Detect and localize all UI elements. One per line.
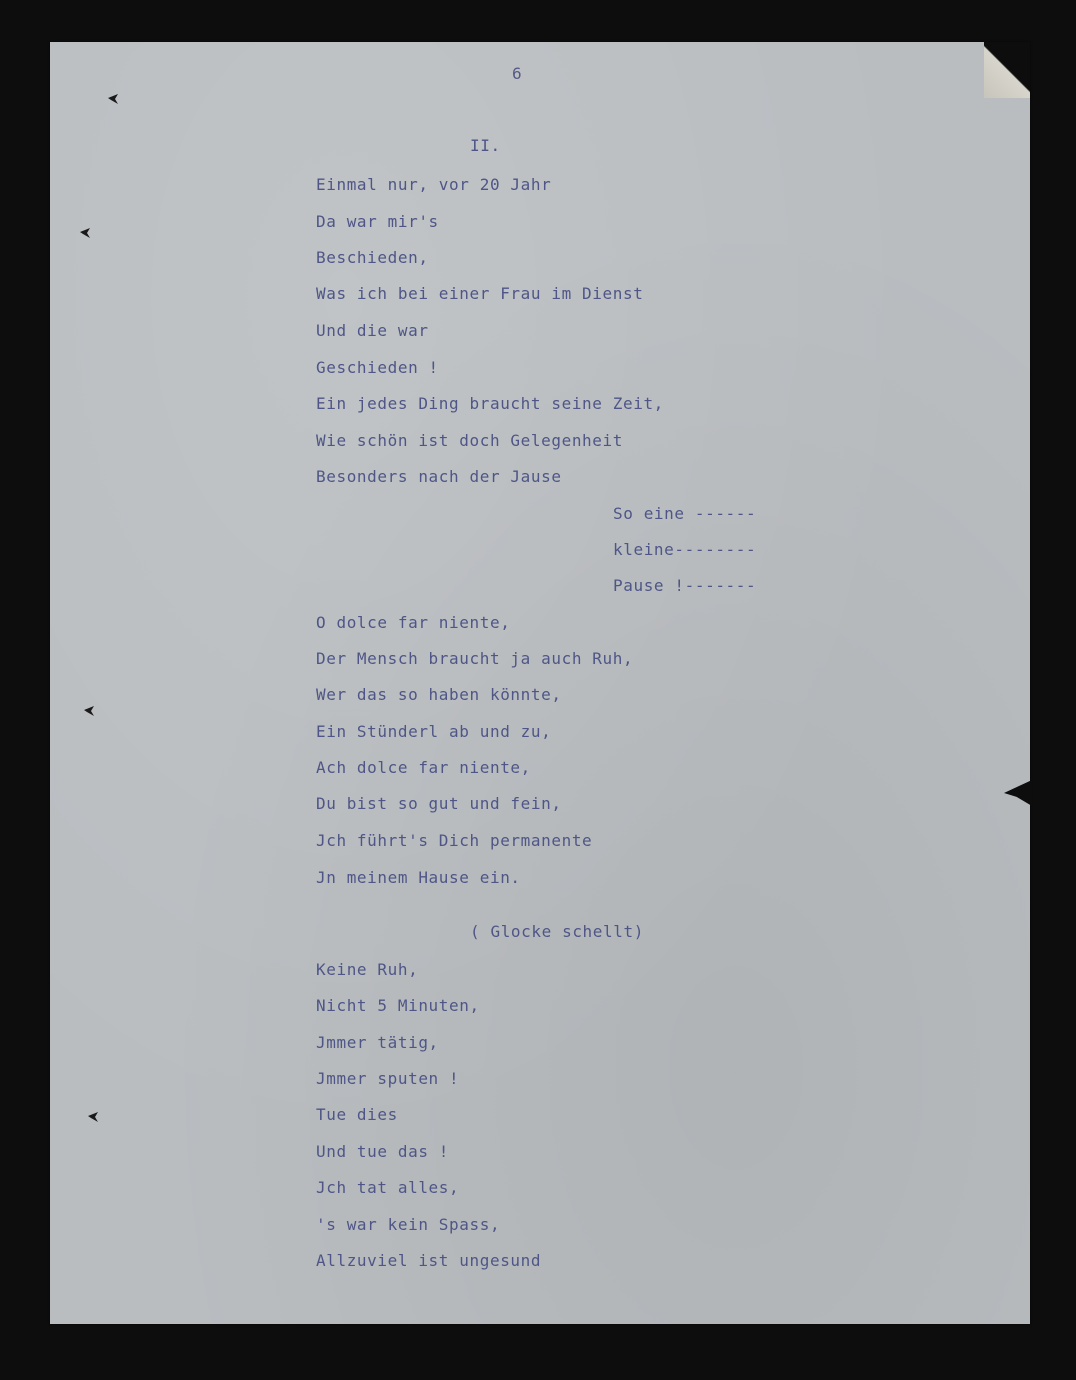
verse-line: Ein jedes Ding braucht seine Zeit,	[316, 394, 664, 413]
verse-line: Ach dolce far niente,	[316, 758, 531, 777]
verse-line: Besonders nach der Jause	[316, 467, 562, 486]
verse-line: Ein Stünderl ab und zu,	[316, 722, 552, 741]
punch-hole-mark	[80, 228, 90, 238]
verse-line: Und tue das !	[316, 1142, 450, 1161]
verse-line: Was ich bei einer Frau im Dienst	[316, 284, 644, 303]
verse-line: Da war mir's	[316, 212, 439, 231]
verse-line: Geschieden !	[316, 358, 439, 377]
verse-line: Der Mensch braucht ja auch Ruh,	[316, 649, 634, 668]
folded-corner	[984, 42, 1030, 98]
verse-line: Jch führt's Dich permanente	[316, 831, 593, 850]
verse-line: Jmmer tätig,	[316, 1033, 439, 1052]
indented-line: Pause !-------	[613, 576, 757, 595]
verse-line: Und die war	[316, 321, 429, 340]
typescript-page	[50, 42, 1030, 1324]
verse-line: Jch tat alles,	[316, 1178, 460, 1197]
indented-line: So eine ------	[613, 504, 757, 523]
verse-line: Wer das so haben könnte,	[316, 685, 562, 704]
stage-direction: ( Glocke schellt)	[470, 922, 644, 941]
verse-line: Nicht 5 Minuten,	[316, 996, 480, 1015]
verse-line: Jn meinem Hause ein.	[316, 868, 521, 887]
punch-hole-mark	[88, 1112, 98, 1122]
punch-hole-mark	[84, 706, 94, 716]
verse-line: Beschieden,	[316, 248, 429, 267]
verse-line: Einmal nur, vor 20 Jahr	[316, 175, 552, 194]
verse-line: Du bist so gut und fein,	[316, 794, 562, 813]
verse-line: 's war kein Spass,	[316, 1215, 501, 1234]
section-heading: II.	[470, 136, 501, 155]
verse-line: Jmmer sputen !	[316, 1069, 460, 1088]
verse-line: Keine Ruh,	[316, 960, 419, 979]
verse-line: Tue dies	[316, 1105, 398, 1124]
verse-line: O dolce far niente,	[316, 613, 511, 632]
verse-line: Allzuviel ist ungesund	[316, 1251, 542, 1270]
page-number: 6	[512, 64, 522, 83]
verse-line: Wie schön ist doch Gelegenheit	[316, 431, 623, 450]
indented-line: kleine--------	[613, 540, 757, 559]
page-tear	[1004, 780, 1032, 806]
punch-hole-mark	[108, 94, 118, 104]
